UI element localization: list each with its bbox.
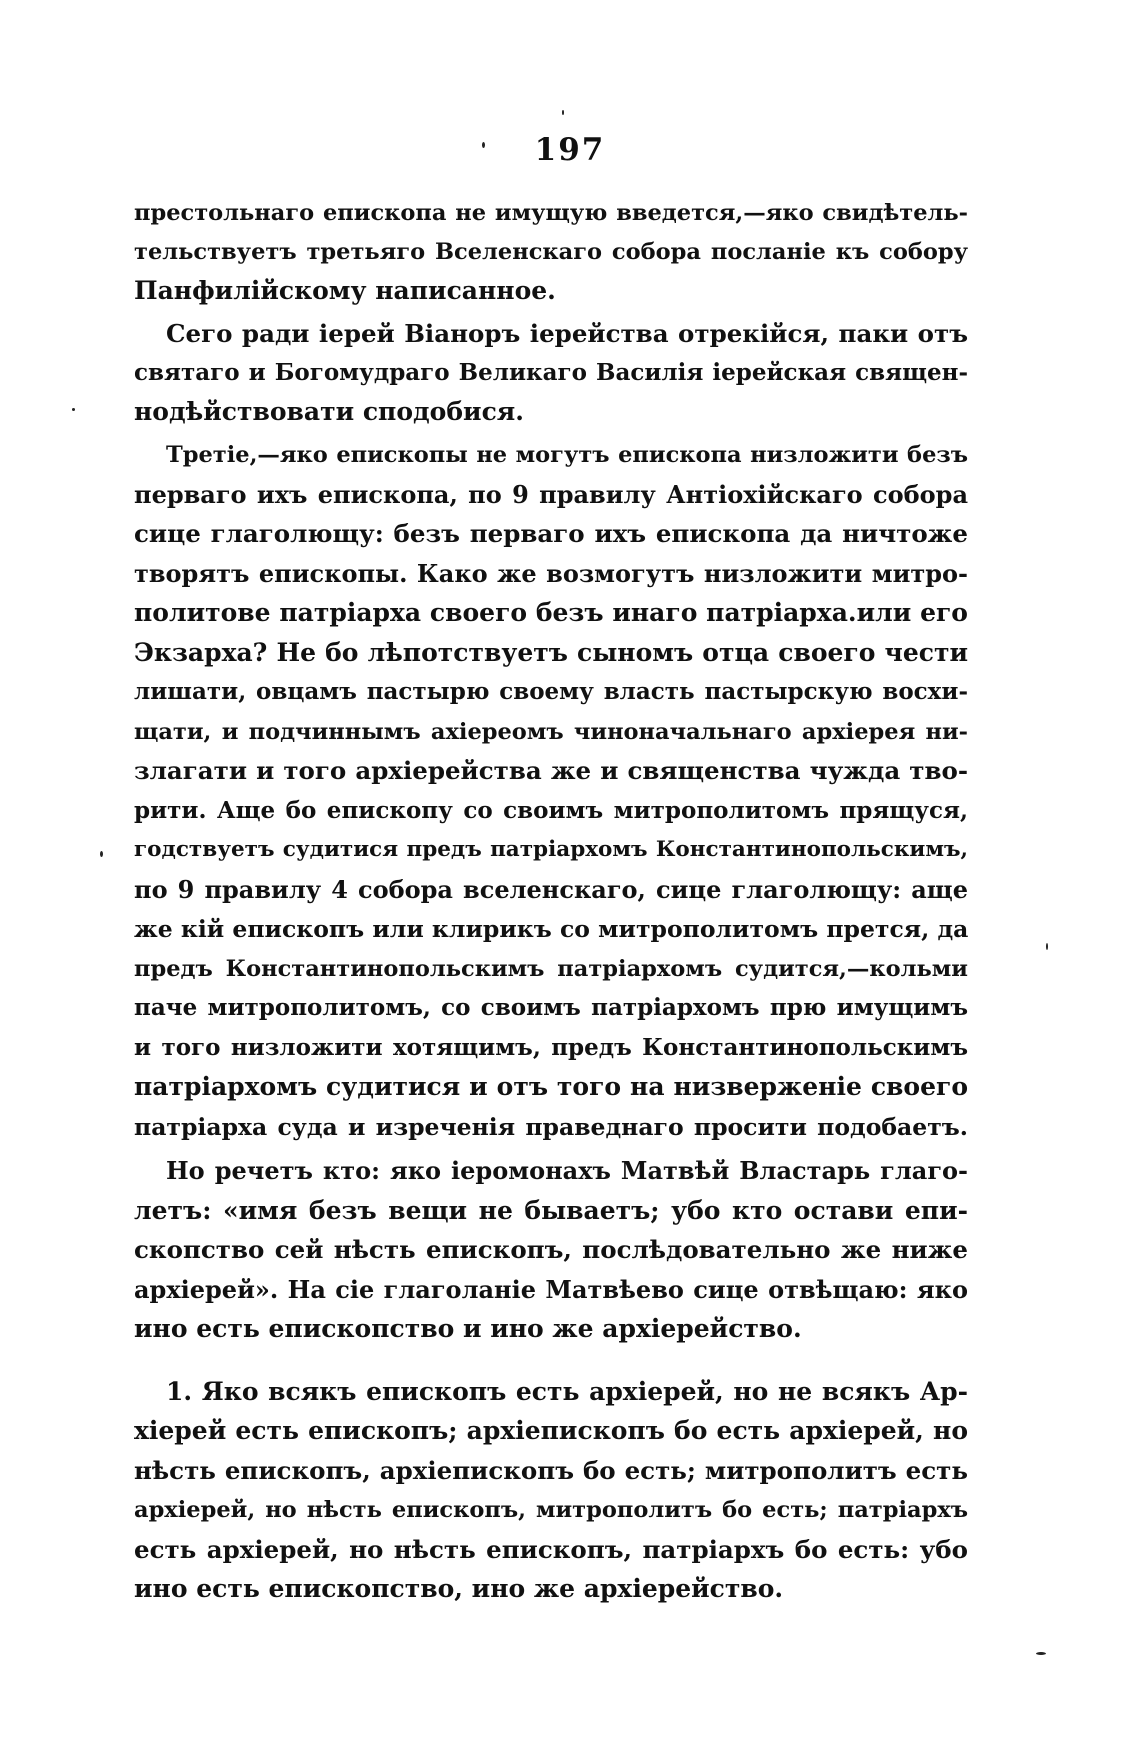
- text-line: лишати, овцамъ пастырю своему власть пастырскую восхи-: [134, 678, 968, 705]
- text-line: хіерей есть епископъ; архіепископъ бо есть архіерей, но: [134, 1416, 968, 1445]
- scan-speck: [100, 851, 103, 857]
- text-line: политове патріарха своего безъ инаго патріарха.или его: [134, 598, 968, 627]
- scan-speck: [1046, 943, 1048, 950]
- text-line: архіерей, но нѣсть епископъ, митрополитъ бо есть; патріархъ: [134, 1497, 968, 1523]
- text-line: патріарха суда и изреченія праведнаго просити подобаетъ.: [134, 1113, 968, 1141]
- text-line: и того низложити хотящимъ, предъ Константинопольскимъ: [134, 1034, 968, 1061]
- text-line: перваго ихъ епископа, по 9 правилу Антіохійскаго собора: [134, 480, 968, 509]
- text-line: творятъ епископы. Како же возмогутъ низложити митро-: [134, 559, 968, 588]
- text-line: паче митрополитомъ, со своимъ патріархомъ прю имущимъ: [134, 994, 968, 1021]
- scan-speck: [1036, 1652, 1046, 1655]
- text-line: скопство сей нѣсть епископъ, послѣдовательно же ниже: [134, 1235, 968, 1264]
- text-line: сице глаголющу: безъ перваго ихъ епископа да ничтоже: [134, 519, 968, 548]
- page-number: 197: [534, 132, 606, 168]
- text-line: Сего ради іерей Віанoръ іерейства отрекійся, паки отъ: [166, 319, 968, 348]
- text-line: летъ: «имя безъ вещи не бываетъ; убо кто остави епи-: [134, 1196, 968, 1225]
- text-line: злагати и того архіерейства же и священства чужда тво-: [134, 756, 968, 785]
- text-line: архіерей». На сіе глаголаніе Матвѣево сице отвѣщаю: яко: [134, 1275, 968, 1304]
- text-line: святаго и Богомудраго Великаго Василія іерейская священ-: [134, 359, 968, 386]
- text-line: Экзарха? Не бо лѣпотствуетъ сыномъ отца своего чести: [134, 638, 968, 667]
- text-line: Панфилійскому написанное.: [134, 276, 556, 305]
- text-line: есть архіерей, но нѣсть епископъ, патріархъ бо есть: убо: [134, 1535, 968, 1564]
- text-line: Но речетъ кто: яко іеромонахъ Матвѣй Властарь глаго-: [166, 1156, 968, 1185]
- text-line: щати, и подчиннымъ ахіереомъ чиноначальнаго архіерея ни-: [134, 719, 968, 745]
- scan-speck: [72, 408, 75, 411]
- text-line: 1. Яко всякъ епископъ есть архіерей, но не всякъ Ар-: [166, 1377, 968, 1406]
- text-line: патріархомъ судитися и отъ того на низверженіе своего: [134, 1072, 968, 1101]
- text-line: ино есть епископство и ино же архіерейство.: [134, 1314, 802, 1343]
- text-line: Третіе,—яко епископы не могутъ епископа низложити безъ: [166, 442, 968, 468]
- text-line: по 9 правилу 4 собора вселенскаго, сице глаголющу: аще: [134, 875, 968, 904]
- scan-speck: [482, 142, 485, 148]
- text-line: ино есть епископство, ино же архіерейство.: [134, 1574, 784, 1603]
- text-line: нѣсть епископъ, архіепископъ бо есть; митрополитъ есть: [134, 1456, 968, 1485]
- text-line: рити. Аще бо епископу со своимъ митрополитомъ прящуся,: [134, 797, 968, 824]
- text-line: нодѣйствовати сподобися.: [134, 397, 524, 426]
- text-line: годствуетъ судитися предъ патріархомъ Константинопольскимъ,: [134, 837, 968, 862]
- text-line: предъ Константинопольскимъ патріархомъ судится,—кольми: [134, 956, 968, 982]
- text-line: тельствуетъ третьяго Вселенскаго собора посланіе къ собору: [134, 239, 968, 265]
- text-line: же кій епископъ или клирикъ со митрополитомъ прется, да: [134, 915, 969, 943]
- scan-speck: [562, 110, 564, 115]
- text-line: престольнаго епископа не имущую введется,—яко свидѣтель-: [134, 200, 968, 226]
